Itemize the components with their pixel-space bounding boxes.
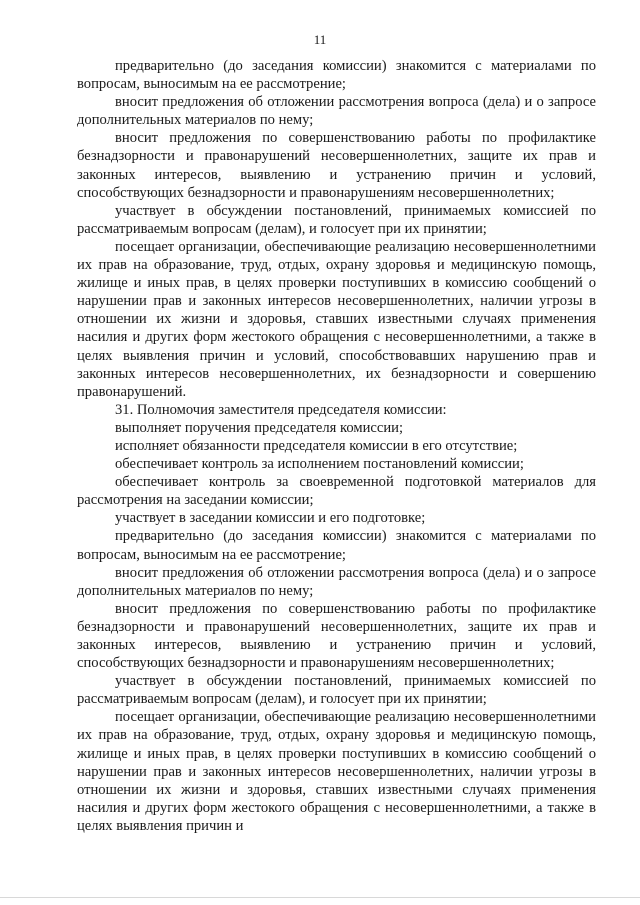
paragraph: участвует в обсуждении постановлений, принимаемых комиссией по рассматриваемым вопросам (делам), и голосует при их принятии; (77, 673, 596, 708)
paragraph: выполняет поручения председателя комиссии; (115, 419, 404, 436)
paragraph: вносит предложения по совершенствованию работы по профилактике безнадзорности и правонарушений несовершеннолетних, защите их прав и законных интересов, выявлению и устранению причин и условий, способствующих безнадзорности и правонарушениям несовершеннолетних; (77, 130, 596, 201)
paragraph: вносит предложения об отложении рассмотрения вопроса (дела) и о запросе дополнительных материалов по нему; (77, 94, 596, 129)
paragraph: участвует в заседании комиссии и его подготовке; (115, 510, 426, 527)
document-body (77, 57, 596, 835)
page-bottom-edge (0, 897, 640, 898)
paragraph: участвует в обсуждении постановлений, принимаемых комиссией по рассматриваемым вопросам (делам), и голосует при их принятии; (77, 202, 596, 237)
paragraph: посещает организации, обеспечивающие реализацию несовершеннолетними их прав на образование, труд, отдых, охрану здоровья и медицинскую помощь, жилище и иных прав, в целях проверки поступивших в комиссию сообщений о нарушении прав и законных интересов несовершеннолетних, наличии угрозы в отношении их жизни и здоровья, ставших известными случаях применения насилия и других форм жестокого обращения с несовершеннолетними, а также в целях выявления причин и условий, способствовавших нарушению прав и законных интересов несовершеннолетних, их безнадзорности и совершению правонарушений. (77, 238, 596, 400)
page-number: 11 (313, 32, 327, 47)
paragraph: вносит предложения по совершенствованию работы по профилактике безнадзорности и правонарушений несовершеннолетних, защите их прав и законных интересов, выявлению и устранению причин и условий, способствующих безнадзорности и правонарушениям несовершеннолетних; (77, 600, 596, 672)
paragraph: обеспечивает контроль за исполнением постановлений комиссии; (115, 456, 524, 473)
paragraph: предварительно (до заседания комиссии) знакомится с материалами по вопросам, выносимым на ее рассмотрение; (77, 528, 596, 563)
paragraph: посещает организации, обеспечивающие реализацию несовершеннолетними их прав на образование, труд, отдых, охрану здоровья и медицинскую помощь, жилище и иных прав, в целях проверки поступивших в комиссию сообщений о нарушении прав и законных интересов несовершеннолетних, наличии угрозы в отношении их жизни и здоровья, ставших известными случаях применения насилия и других форм жестокого обращения с несовершеннолетними, а также в целях выявления причин и (77, 709, 596, 834)
paragraph: исполняет обязанности председателя комиссии в его отсутствие; (115, 437, 518, 454)
section-heading: 31. Полномочия заместителя председателя комиссии: (115, 401, 447, 418)
paragraph: предварительно (до заседания комиссии) знакомится с материалами по вопросам, выносимым на ее рассмотрение; (77, 58, 596, 93)
paragraph: вносит предложения об отложении рассмотрения вопроса (дела) и о запросе дополнительных материалов по нему; (77, 564, 596, 599)
paragraph: обеспечивает контроль за своевременной подготовкой материалов для рассмотрения на заседании комиссии; (77, 474, 596, 509)
